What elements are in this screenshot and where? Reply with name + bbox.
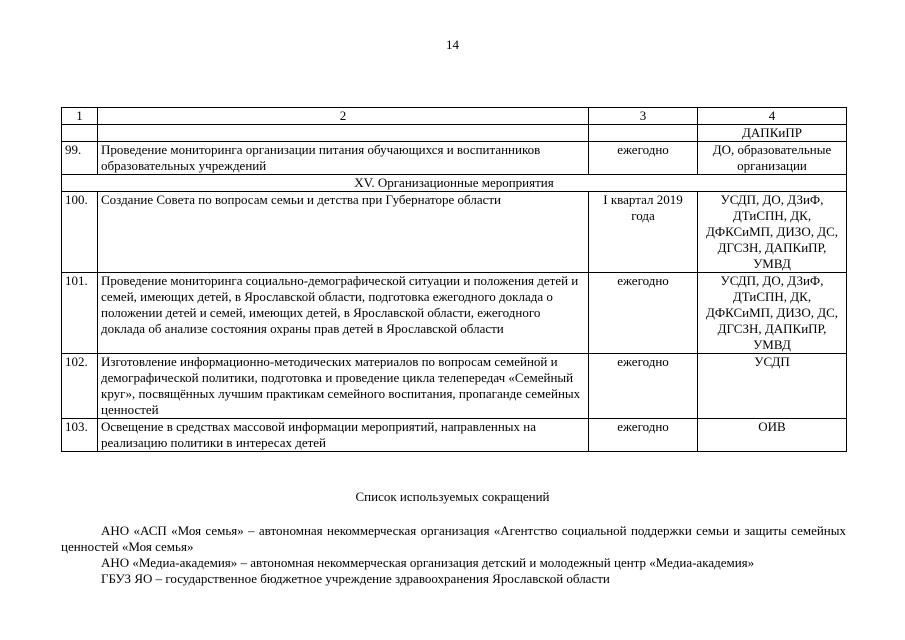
- table-row: [62, 354, 847, 419]
- table-header-row: [62, 108, 847, 125]
- row-number: 100.: [62, 192, 98, 273]
- abbreviations-title: Список используемых сокращений: [355, 489, 550, 504]
- row-number: 102.: [62, 354, 98, 419]
- row-executors: УСДП, ДО, ДЗиФ, ДТиСПН, ДК, ДФКСиМП, ДИЗО, ДС, ДГСЗН, ДАПКиПР, УМВД: [698, 273, 847, 354]
- row-deadline: ежегодно: [589, 142, 698, 175]
- row-event: Изготовление информационно-методических материалов по вопросам семейной и демографической политики, подготовка и проведение цикла телепередач «Семейный круг», посвящённых лучшим практикам семейного воспитания, пропаганде семейных ценностей: [98, 354, 589, 419]
- table-row: [62, 192, 847, 273]
- table-row: [62, 125, 847, 142]
- row-number: 99.: [62, 142, 98, 175]
- row-executors: ДО, образовательные организации: [698, 142, 847, 175]
- column-header: 3: [589, 108, 698, 125]
- row-deadline: [589, 125, 698, 142]
- row-event: Проведение мониторинга организации питания обучающихся и воспитанников образовательных учреждений: [98, 142, 589, 175]
- row-number: [62, 125, 98, 142]
- abbreviation-item: АНО «АСП «Моя семья» – автономная некоммерческая организация «Агентство социальной поддержки семьи и защиты семейных ценностей «Моя семья»: [61, 523, 846, 554]
- row-deadline: ежегодно: [589, 354, 698, 419]
- row-executors: УСДП, ДО, ДЗиФ, ДТиСПН, ДК, ДФКСиМП, ДИЗО, ДС, ДГСЗН, ДАПКиПР, УМВД: [698, 192, 847, 273]
- row-executors: ОИВ: [698, 419, 847, 452]
- table-row: [62, 273, 847, 354]
- section-row: [62, 175, 847, 192]
- abbreviations-list: [61, 523, 846, 587]
- column-header: 2: [98, 108, 589, 125]
- column-header: 4: [698, 108, 847, 125]
- row-executors: ДАПКиПР: [698, 125, 847, 142]
- events-table: [61, 107, 847, 452]
- row-event: [98, 125, 589, 142]
- table-row: [62, 142, 847, 175]
- row-number: 103.: [62, 419, 98, 452]
- section-title: XV. Организационные мероприятия: [62, 175, 847, 192]
- row-number: 101.: [62, 273, 98, 354]
- row-deadline: ежегодно: [589, 273, 698, 354]
- table-row: [62, 419, 847, 452]
- row-executors: УСДП: [698, 354, 847, 419]
- row-deadline: I квартал 2019 года: [589, 192, 698, 273]
- column-header: 1: [62, 108, 98, 125]
- row-event: Освещение в средствах массовой информации мероприятий, направленных на реализацию политики в интересах детей: [98, 419, 589, 452]
- row-event: Создание Совета по вопросам семьи и детства при Губернаторе области: [98, 192, 589, 273]
- page-number: 14: [446, 37, 459, 52]
- row-event: Проведение мониторинга социально-демографической ситуации и положения детей и семей, имеющих детей, в Ярославской области, подготовка ежегодного доклада о положении детей и семей, имеющих детей, в Ярославской области, ежегодного доклада об анализе состояния охраны прав детей в Ярославской области: [98, 273, 589, 354]
- abbreviation-item: ГБУЗ ЯО – государственное бюджетное учреждение здравоохранения Ярославской области: [101, 571, 610, 586]
- row-deadline: ежегодно: [589, 419, 698, 452]
- abbreviation-item: АНО «Медиа-академия» – автономная некоммерческая организация детский и молодежный центр «Медиа-академия»: [101, 555, 755, 570]
